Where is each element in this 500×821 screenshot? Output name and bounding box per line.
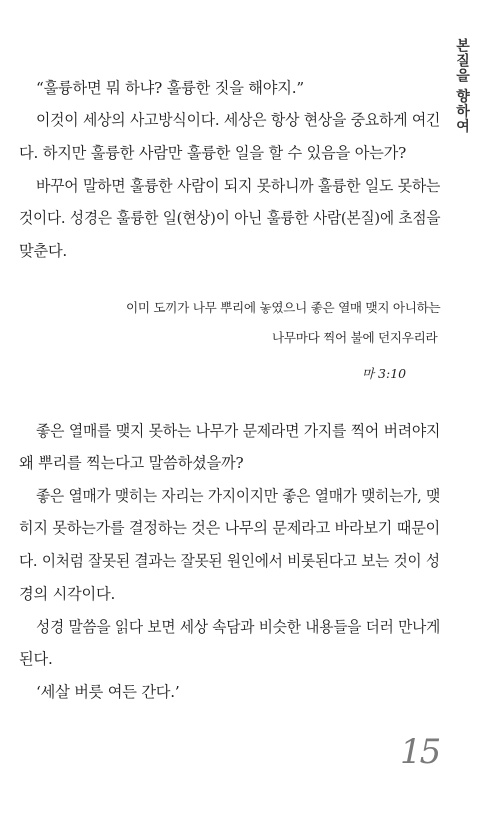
body-line: 다. 하지만 훌륭한 사람만 훌륭한 일을 할 수 있음을 아는가?	[19, 144, 407, 162]
body-line: 좋은 열매를 맺지 못하는 나무가 문제라면 가지를 찍어 버려야지	[36, 422, 441, 440]
body-line: 왜 뿌리를 찍는다고 말씀하셨을까?	[19, 454, 244, 472]
body-line: 이것이 세상의 사고방식이다. 세상은 항상 현상을 중요하게 여긴	[36, 111, 441, 129]
body-line: “훌륭하면 뭐 하냐? 훌륭한 짓을 해야지.”	[36, 79, 304, 97]
body-line: 된다.	[19, 650, 53, 668]
body-line: 맞춘다.	[19, 242, 68, 260]
body-line: 바꾸어 말하면 훌륭한 사람이 되지 못하니까 훌륭한 일도 못하는	[36, 177, 441, 195]
scripture-line: 나무마다 찍어 불에 던지우리라	[272, 330, 438, 345]
body-line: 히지 못하는가를 결정하는 것은 나무의 문제라고 바라보기 때문이	[19, 519, 441, 537]
chapter-side-tab: 본질을 향하여	[454, 38, 470, 134]
body-line: 경의 시각이다.	[19, 585, 116, 603]
body-line: 성경 말씀을 읽다 보면 세상 속담과 비슷한 내용들을 더러 만나게	[36, 618, 441, 636]
scripture-reference: 마 3:10	[362, 366, 407, 381]
body-line: 다. 이처럼 잘못된 결과는 잘못된 원인에서 비롯된다고 보는 것이 성	[19, 552, 440, 570]
body-line: 좋은 열매가 맺히는 자리는 가지이지만 좋은 열매가 맺히는가, 맺	[36, 487, 441, 505]
body-line: ‘세살 버릇 여든 간다.’	[36, 683, 180, 701]
body-line: 것이다. 성경은 훌륭한 일(현상)이 아닌 훌륭한 사람(본질)에 초점을	[19, 209, 441, 227]
scripture-line: 이미 도끼가 나무 뿌리에 놓였으니 좋은 열매 맺지 아니하는	[126, 300, 441, 315]
page-number: 15	[400, 732, 440, 772]
